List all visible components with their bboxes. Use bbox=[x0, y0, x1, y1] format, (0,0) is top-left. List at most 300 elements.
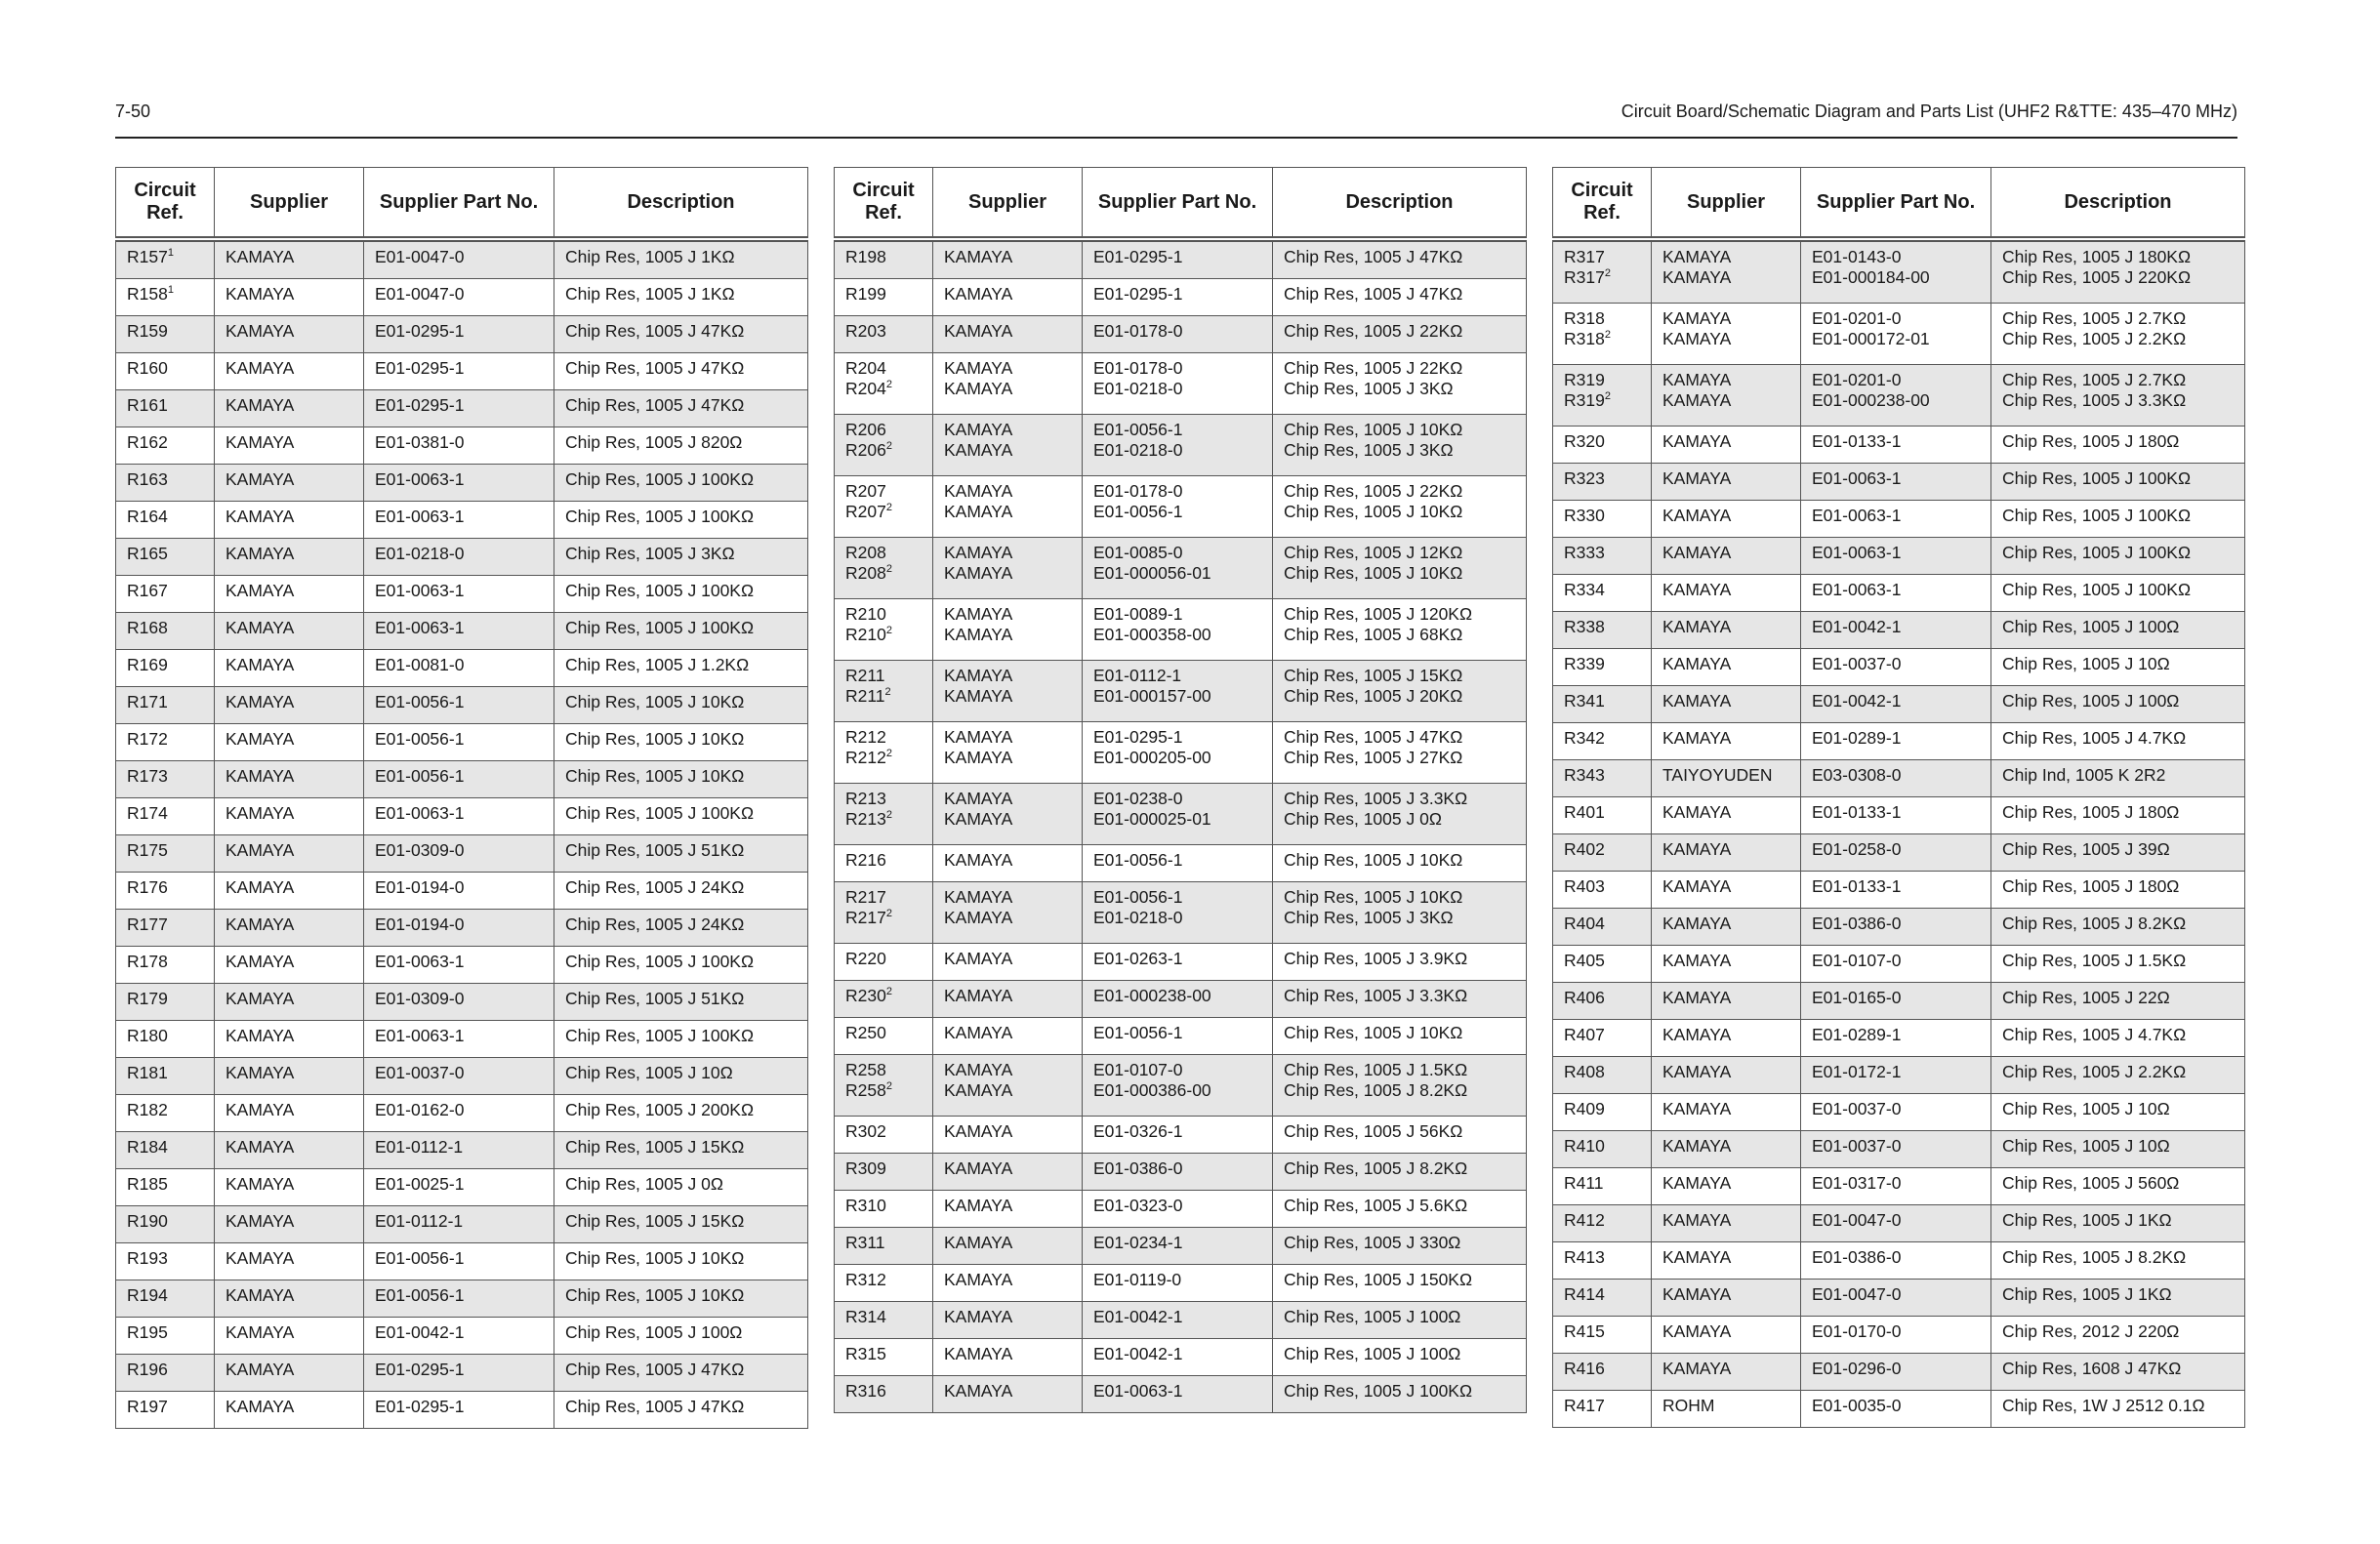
cell-supplier bbox=[215, 724, 364, 761]
table-row bbox=[1553, 1168, 2245, 1205]
ref-text: R318 bbox=[1564, 308, 1605, 328]
table-row bbox=[116, 650, 808, 687]
ref-text: R401 bbox=[1564, 802, 1605, 822]
ref-text: R415 bbox=[1564, 1321, 1605, 1341]
cell-supplier-text: KAMAYA bbox=[226, 1100, 295, 1119]
cell-circuit-ref bbox=[835, 882, 933, 944]
cell-supplier bbox=[933, 415, 1083, 476]
cell-description bbox=[1991, 834, 2245, 872]
cell-description-text: Chip Res, 1005 J 3KΩ bbox=[1284, 908, 1454, 927]
table-row bbox=[1553, 760, 2245, 797]
ref-line bbox=[1564, 1099, 1640, 1119]
cell-description bbox=[554, 1095, 808, 1132]
cell-supplier bbox=[933, 1228, 1083, 1265]
cell-supplier bbox=[1652, 797, 1801, 834]
ref-text: R210 bbox=[845, 604, 886, 624]
ref-text: R213 bbox=[845, 789, 886, 808]
cell-supplier bbox=[1652, 1205, 1801, 1242]
cell-description-text: Chip Res, 1005 J 47KΩ bbox=[1284, 284, 1463, 304]
cell-supplier bbox=[933, 1055, 1083, 1117]
cell-description-text: Chip Res, 1005 J 100KΩ bbox=[565, 469, 755, 489]
cell-part-no-text: E01-0194-0 bbox=[375, 877, 465, 897]
cell-description-text: Chip Res, 1005 J 220KΩ bbox=[2002, 267, 2192, 287]
cell-part-no-text: E01-0056-1 bbox=[1093, 420, 1183, 439]
cell-description-text: Chip Res, 1005 J 47KΩ bbox=[565, 395, 745, 415]
cell-circuit-ref bbox=[116, 650, 215, 687]
cell-supplier bbox=[933, 1018, 1083, 1055]
cell-supplier bbox=[1652, 427, 1801, 464]
ref-line bbox=[1564, 876, 1640, 897]
cell-part-no-text: E01-0042-1 bbox=[1812, 617, 1902, 636]
ref-text: R208 bbox=[845, 563, 886, 583]
ref-text: R323 bbox=[1564, 468, 1605, 488]
cell-description-text: Chip Res, 1005 J 8.2KΩ bbox=[1284, 1158, 1468, 1178]
table-row bbox=[116, 1206, 808, 1243]
cell-circuit-ref bbox=[835, 599, 933, 661]
cell-supplier-text: KAMAYA bbox=[944, 686, 1013, 706]
cell-part-no-text: E01-0056-1 bbox=[1093, 1023, 1183, 1042]
cell-supplier-text: KAMAYA bbox=[226, 914, 295, 934]
ref-text: R210 bbox=[845, 625, 886, 644]
cell-supplier bbox=[933, 353, 1083, 415]
ref-text: R318 bbox=[1564, 329, 1605, 348]
cell-supplier bbox=[215, 1318, 364, 1355]
cell-description-text: Chip Res, 1005 J 47KΩ bbox=[1284, 727, 1463, 747]
ref-line bbox=[845, 502, 922, 522]
cell-circuit-ref bbox=[116, 502, 215, 539]
cell-supplier bbox=[215, 279, 364, 316]
cell-description-text: Chip Res, 1005 J 100Ω bbox=[1284, 1307, 1461, 1326]
cell-part-no bbox=[1801, 872, 1991, 909]
cell-supplier bbox=[1652, 1317, 1801, 1354]
cell-supplier-text: KAMAYA bbox=[944, 420, 1013, 439]
ref-line bbox=[845, 1060, 922, 1080]
cell-supplier-text: KAMAYA bbox=[226, 877, 295, 897]
ref-text: R179 bbox=[127, 989, 168, 1008]
ref-text: R164 bbox=[127, 507, 168, 526]
ref-line bbox=[127, 1100, 203, 1120]
cell-description-text: Chip Res, 1005 J 1KΩ bbox=[565, 284, 735, 304]
cell-circuit-ref bbox=[1553, 501, 1652, 538]
cell-part-no bbox=[1083, 1265, 1273, 1302]
ref-text: R211 bbox=[845, 666, 885, 685]
cell-part-no-text: E01-0056-1 bbox=[1093, 887, 1183, 907]
cell-part-no-text: E01-0386-0 bbox=[1093, 1158, 1183, 1178]
cell-supplier bbox=[933, 944, 1083, 981]
ref-line bbox=[1564, 617, 1640, 637]
table-row bbox=[835, 784, 1527, 845]
cell-supplier-text: KAMAYA bbox=[944, 481, 1013, 501]
cell-part-no bbox=[1801, 575, 1991, 612]
ref-text: R414 bbox=[1564, 1284, 1605, 1304]
cell-supplier bbox=[215, 353, 364, 390]
ref-text: R404 bbox=[1564, 914, 1605, 933]
cell-circuit-ref bbox=[835, 1376, 933, 1413]
ref-line bbox=[1564, 390, 1640, 411]
cell-supplier bbox=[215, 502, 364, 539]
ref-line bbox=[845, 481, 922, 502]
cell-part-no-text: E01-000205-00 bbox=[1093, 748, 1211, 767]
cell-description-text: Chip Res, 1005 J 10KΩ bbox=[565, 766, 745, 786]
footnote-mark: 2 bbox=[885, 1080, 892, 1093]
cell-description-text: Chip Res, 1005 J 2.7KΩ bbox=[2002, 308, 2187, 328]
cell-part-no bbox=[1083, 599, 1273, 661]
ref-line bbox=[845, 1196, 922, 1216]
cell-part-no-text: E01-0295-1 bbox=[375, 1360, 465, 1379]
cell-supplier-text: KAMAYA bbox=[226, 395, 295, 415]
cell-part-no-text: E01-000358-00 bbox=[1093, 625, 1211, 644]
footnote-mark: 2 bbox=[885, 440, 892, 453]
cell-part-no bbox=[364, 539, 554, 576]
cell-description bbox=[554, 1243, 808, 1280]
ref-text: R402 bbox=[1564, 839, 1605, 859]
cell-part-no-text: E01-0037-0 bbox=[1812, 1136, 1902, 1156]
ref-line bbox=[127, 840, 203, 861]
cell-circuit-ref bbox=[1553, 909, 1652, 946]
ref-text: R175 bbox=[127, 840, 168, 860]
ref-line bbox=[127, 284, 203, 305]
cell-part-no bbox=[1801, 946, 1991, 983]
ref-text: R172 bbox=[127, 729, 168, 749]
cell-description bbox=[554, 1206, 808, 1243]
cell-description-text: Chip Res, 1005 J 100KΩ bbox=[2002, 580, 2192, 599]
ref-text: R216 bbox=[845, 850, 886, 870]
cell-supplier-text: KAMAYA bbox=[1662, 267, 1732, 287]
col-header-supplier-part-no: Supplier Part No. bbox=[364, 168, 554, 240]
cell-description-text: Chip Res, 1005 J 2.2KΩ bbox=[2002, 1062, 2187, 1081]
ref-line bbox=[1564, 370, 1640, 390]
cell-description-text: Chip Res, 1005 J 100KΩ bbox=[565, 1026, 755, 1045]
ref-text: R258 bbox=[845, 1060, 886, 1079]
ref-text: R165 bbox=[127, 544, 168, 563]
cell-part-no-text: E01-0112-1 bbox=[375, 1211, 464, 1231]
cell-supplier-text: KAMAYA bbox=[944, 1270, 1013, 1289]
cell-description-text: Chip Res, 1005 J 10KΩ bbox=[1284, 1023, 1463, 1042]
cell-description-text: Chip Res, 1005 J 150KΩ bbox=[1284, 1270, 1473, 1289]
cell-description-text: Chip Res, 1005 J 10KΩ bbox=[1284, 887, 1463, 907]
cell-part-no bbox=[1083, 1191, 1273, 1228]
cell-circuit-ref bbox=[116, 239, 215, 279]
ref-text: R204 bbox=[845, 358, 886, 378]
cell-description bbox=[1991, 723, 2245, 760]
cell-description bbox=[1991, 1020, 2245, 1057]
cell-part-no bbox=[1083, 1228, 1273, 1265]
cell-description bbox=[554, 984, 808, 1021]
cell-part-no-text: E01-0386-0 bbox=[1812, 914, 1902, 933]
ref-line bbox=[127, 952, 203, 972]
ref-text: R406 bbox=[1564, 988, 1605, 1007]
ref-line bbox=[127, 1137, 203, 1158]
cell-part-no-text: E01-0107-0 bbox=[1093, 1060, 1183, 1079]
cell-description-text: Chip Res, 1005 J 10KΩ bbox=[1284, 420, 1463, 439]
cell-supplier bbox=[1652, 1168, 1801, 1205]
cell-description bbox=[1991, 1354, 2245, 1391]
cell-description bbox=[554, 947, 808, 984]
ref-line bbox=[1564, 468, 1640, 489]
cell-supplier-text: KAMAYA bbox=[1662, 1099, 1732, 1118]
cell-part-no bbox=[1801, 1057, 1991, 1094]
cell-supplier bbox=[933, 661, 1083, 722]
footnote-mark: 2 bbox=[1604, 329, 1611, 342]
cell-supplier bbox=[1652, 538, 1801, 575]
cell-supplier-text: KAMAYA bbox=[1662, 329, 1732, 348]
cell-description-text: Chip Res, 1005 J 820Ω bbox=[565, 432, 743, 452]
table-row bbox=[1553, 1242, 2245, 1280]
ref-text: R195 bbox=[127, 1322, 168, 1342]
ref-text: R311 bbox=[845, 1233, 885, 1252]
cell-circuit-ref bbox=[116, 873, 215, 910]
table-header-row bbox=[1553, 168, 2245, 240]
cell-part-no bbox=[1083, 279, 1273, 316]
table-row bbox=[116, 1132, 808, 1169]
col-header-supplier-part-no: Supplier Part No. bbox=[1801, 168, 1991, 240]
cell-part-no bbox=[364, 427, 554, 465]
cell-supplier-text: KAMAYA bbox=[1662, 1247, 1732, 1267]
footnote-mark: 2 bbox=[885, 379, 892, 391]
cell-part-no-text: E01-0178-0 bbox=[1093, 358, 1183, 378]
parts-table-2 bbox=[834, 167, 1527, 1413]
cell-supplier bbox=[1652, 501, 1801, 538]
ref-text: R407 bbox=[1564, 1025, 1605, 1044]
cell-supplier-text: KAMAYA bbox=[226, 840, 295, 860]
ref-text: R412 bbox=[1564, 1210, 1605, 1230]
cell-description-text: Chip Res, 1005 J 1KΩ bbox=[565, 247, 735, 266]
cell-description-text: Chip Res, 1005 J 100Ω bbox=[565, 1322, 743, 1342]
cell-part-no bbox=[1083, 1154, 1273, 1191]
cell-supplier-text: KAMAYA bbox=[1662, 390, 1732, 410]
cell-supplier-text: ROHM bbox=[1662, 1396, 1715, 1415]
cell-part-no bbox=[1083, 353, 1273, 415]
footnote-mark: 2 bbox=[885, 908, 892, 920]
cell-description bbox=[554, 650, 808, 687]
cell-supplier bbox=[933, 316, 1083, 353]
cell-supplier bbox=[215, 1355, 364, 1392]
cell-description-text: Chip Res, 1005 J 15KΩ bbox=[565, 1211, 745, 1231]
cell-description-text: Chip Res, 1005 J 330Ω bbox=[1284, 1233, 1461, 1252]
cell-part-no bbox=[364, 873, 554, 910]
cell-part-no bbox=[364, 835, 554, 873]
cell-description bbox=[1991, 538, 2245, 575]
cell-description bbox=[1991, 304, 2245, 365]
cell-description-text: Chip Res, 1005 J 24KΩ bbox=[565, 914, 745, 934]
table-row bbox=[1553, 1280, 2245, 1317]
cell-supplier-text: KAMAYA bbox=[1662, 654, 1732, 673]
ref-line bbox=[127, 581, 203, 601]
cell-description-text: Chip Res, 1005 J 100KΩ bbox=[2002, 506, 2192, 525]
cell-description-text: Chip Res, 1005 J 4.7KΩ bbox=[2002, 728, 2187, 748]
ref-line bbox=[1564, 988, 1640, 1008]
cell-description-text: Chip Res, 1005 J 47KΩ bbox=[1284, 247, 1463, 266]
cell-description bbox=[1991, 1280, 2245, 1317]
table-row bbox=[835, 1339, 1527, 1376]
cell-description-text: Chip Res, 1005 J 100KΩ bbox=[2002, 543, 2192, 562]
cell-circuit-ref bbox=[116, 687, 215, 724]
cell-part-no bbox=[364, 984, 554, 1021]
cell-circuit-ref bbox=[116, 1021, 215, 1058]
cell-part-no bbox=[1083, 722, 1273, 784]
cell-description-text: Chip Res, 1005 J 100Ω bbox=[2002, 691, 2180, 711]
cell-circuit-ref bbox=[116, 984, 215, 1021]
ref-text: R258 bbox=[845, 1080, 886, 1100]
cell-description bbox=[554, 353, 808, 390]
cell-supplier bbox=[215, 239, 364, 279]
cell-description-text: Chip Res, 1005 J 0Ω bbox=[565, 1174, 723, 1194]
cell-description bbox=[1273, 882, 1527, 944]
cell-supplier-text: KAMAYA bbox=[944, 563, 1013, 583]
ref-text: R167 bbox=[127, 581, 168, 600]
ref-line bbox=[845, 1158, 922, 1179]
table-row bbox=[116, 1355, 808, 1392]
cell-description bbox=[554, 687, 808, 724]
cell-supplier bbox=[215, 687, 364, 724]
table-row bbox=[116, 947, 808, 984]
cell-circuit-ref bbox=[116, 798, 215, 835]
cell-supplier-text: KAMAYA bbox=[1662, 506, 1732, 525]
table-row bbox=[1553, 946, 2245, 983]
ref-line bbox=[1564, 543, 1640, 563]
cell-part-no bbox=[1083, 882, 1273, 944]
cell-description bbox=[1991, 1205, 2245, 1242]
cell-supplier bbox=[1652, 649, 1801, 686]
ref-line bbox=[1564, 580, 1640, 600]
ref-text: R176 bbox=[127, 877, 168, 897]
parts-table-3 bbox=[1552, 167, 2245, 1428]
cell-part-no-text: E01-0056-1 bbox=[1093, 502, 1183, 521]
cell-circuit-ref bbox=[116, 576, 215, 613]
table-row bbox=[1553, 983, 2245, 1020]
cell-circuit-ref bbox=[1553, 365, 1652, 427]
ref-text: R174 bbox=[127, 803, 168, 823]
ref-line bbox=[1564, 1284, 1640, 1305]
cell-part-no bbox=[1801, 464, 1991, 501]
cell-part-no bbox=[1801, 239, 1991, 304]
cell-part-no bbox=[364, 1206, 554, 1243]
table-row bbox=[1553, 649, 2245, 686]
cell-part-no bbox=[1801, 1354, 1991, 1391]
cell-part-no bbox=[1801, 1242, 1991, 1280]
ref-text: R411 bbox=[1564, 1173, 1604, 1193]
cell-description bbox=[1273, 784, 1527, 845]
col-header-supplier-part-no: Supplier Part No. bbox=[1083, 168, 1273, 240]
cell-supplier-text: KAMAYA bbox=[944, 502, 1013, 521]
cell-supplier bbox=[1652, 946, 1801, 983]
table-row bbox=[116, 539, 808, 576]
cell-supplier bbox=[215, 761, 364, 798]
cell-part-no-text: E01-0056-1 bbox=[375, 692, 465, 711]
ref-text: R338 bbox=[1564, 617, 1605, 636]
cell-part-no bbox=[1801, 1317, 1991, 1354]
ref-line bbox=[845, 986, 922, 1006]
cell-supplier-text: KAMAYA bbox=[1662, 1359, 1732, 1378]
cell-part-no bbox=[364, 1132, 554, 1169]
ref-text: R198 bbox=[845, 247, 886, 266]
cell-part-no-text: E01-0178-0 bbox=[1093, 481, 1183, 501]
cell-part-no bbox=[1083, 1376, 1273, 1413]
cell-part-no bbox=[1801, 649, 1991, 686]
table-row bbox=[835, 944, 1527, 981]
cell-description-text: Chip Res, 1005 J 100KΩ bbox=[565, 507, 755, 526]
cell-part-no bbox=[364, 1355, 554, 1392]
cell-circuit-ref bbox=[835, 476, 933, 538]
cell-description-text: Chip Res, 1005 J 3.3KΩ bbox=[1284, 789, 1468, 808]
ref-text: R182 bbox=[127, 1100, 168, 1119]
cell-supplier bbox=[1652, 612, 1801, 649]
ref-line bbox=[845, 809, 922, 830]
cell-circuit-ref bbox=[116, 947, 215, 984]
col-header-supplier: Supplier bbox=[215, 168, 364, 240]
cell-description-text: Chip Res, 1005 J 0Ω bbox=[1284, 809, 1442, 829]
cell-part-no bbox=[1083, 239, 1273, 279]
cell-supplier bbox=[215, 465, 364, 502]
cell-supplier bbox=[215, 1021, 364, 1058]
cell-supplier-text: KAMAYA bbox=[226, 655, 295, 674]
ref-line bbox=[845, 604, 922, 625]
cell-supplier-text: KAMAYA bbox=[1662, 876, 1732, 896]
cell-supplier-text: KAMAYA bbox=[226, 766, 295, 786]
table-row bbox=[835, 415, 1527, 476]
table-row bbox=[1553, 427, 2245, 464]
ref-text: R319 bbox=[1564, 370, 1605, 389]
cell-description-text: Chip Ind, 1005 K 2R2 bbox=[2002, 765, 2166, 785]
cell-description-text: Chip Res, 1005 J 2.2KΩ bbox=[2002, 329, 2187, 348]
cell-part-no bbox=[1801, 501, 1991, 538]
table-row bbox=[1553, 575, 2245, 612]
cell-description-text: Chip Res, 1005 J 180KΩ bbox=[2002, 247, 2192, 266]
cell-circuit-ref bbox=[116, 465, 215, 502]
cell-description-text: Chip Res, 1005 J 51KΩ bbox=[565, 989, 745, 1008]
table-row bbox=[835, 1228, 1527, 1265]
table-row bbox=[835, 1018, 1527, 1055]
cell-supplier-text: KAMAYA bbox=[226, 952, 295, 971]
cell-circuit-ref bbox=[1553, 538, 1652, 575]
cell-supplier bbox=[215, 576, 364, 613]
cell-part-no-text: E01-0218-0 bbox=[1093, 379, 1183, 398]
ref-line bbox=[127, 432, 203, 453]
table-row bbox=[835, 279, 1527, 316]
ref-line bbox=[1564, 1025, 1640, 1045]
table-row bbox=[835, 845, 1527, 882]
cell-description bbox=[1991, 427, 2245, 464]
cell-supplier bbox=[933, 784, 1083, 845]
cell-supplier-text: KAMAYA bbox=[944, 949, 1013, 968]
table-row bbox=[835, 476, 1527, 538]
cell-description-text: Chip Res, 1005 J 10KΩ bbox=[565, 1285, 745, 1305]
cell-supplier-text: KAMAYA bbox=[226, 1026, 295, 1045]
ref-text: R333 bbox=[1564, 543, 1605, 562]
cell-description bbox=[1273, 599, 1527, 661]
cell-description-text: Chip Res, 1005 J 180Ω bbox=[2002, 802, 2180, 822]
cell-supplier bbox=[1652, 1057, 1801, 1094]
cell-part-no-text: E01-0042-1 bbox=[375, 1322, 465, 1342]
ref-text: R302 bbox=[845, 1121, 886, 1141]
cell-supplier-text: KAMAYA bbox=[1662, 728, 1732, 748]
cell-supplier bbox=[215, 1132, 364, 1169]
ref-line bbox=[127, 766, 203, 787]
ref-line bbox=[845, 1023, 922, 1043]
cell-part-no bbox=[364, 1021, 554, 1058]
table-row bbox=[1553, 1131, 2245, 1168]
cell-part-no-text: E01-0112-1 bbox=[375, 1137, 464, 1157]
ref-line bbox=[845, 887, 922, 908]
table-row bbox=[835, 239, 1527, 279]
cell-part-no-text: E01-0309-0 bbox=[375, 840, 465, 860]
cell-description-text: Chip Res, 1005 J 10Ω bbox=[2002, 654, 2170, 673]
cell-part-no-text: E01-0289-1 bbox=[1812, 1025, 1902, 1044]
cell-part-no-text: E01-0218-0 bbox=[1093, 908, 1183, 927]
col-header-supplier: Supplier bbox=[1652, 168, 1801, 240]
cell-supplier bbox=[1652, 464, 1801, 501]
cell-circuit-ref bbox=[835, 1154, 933, 1191]
